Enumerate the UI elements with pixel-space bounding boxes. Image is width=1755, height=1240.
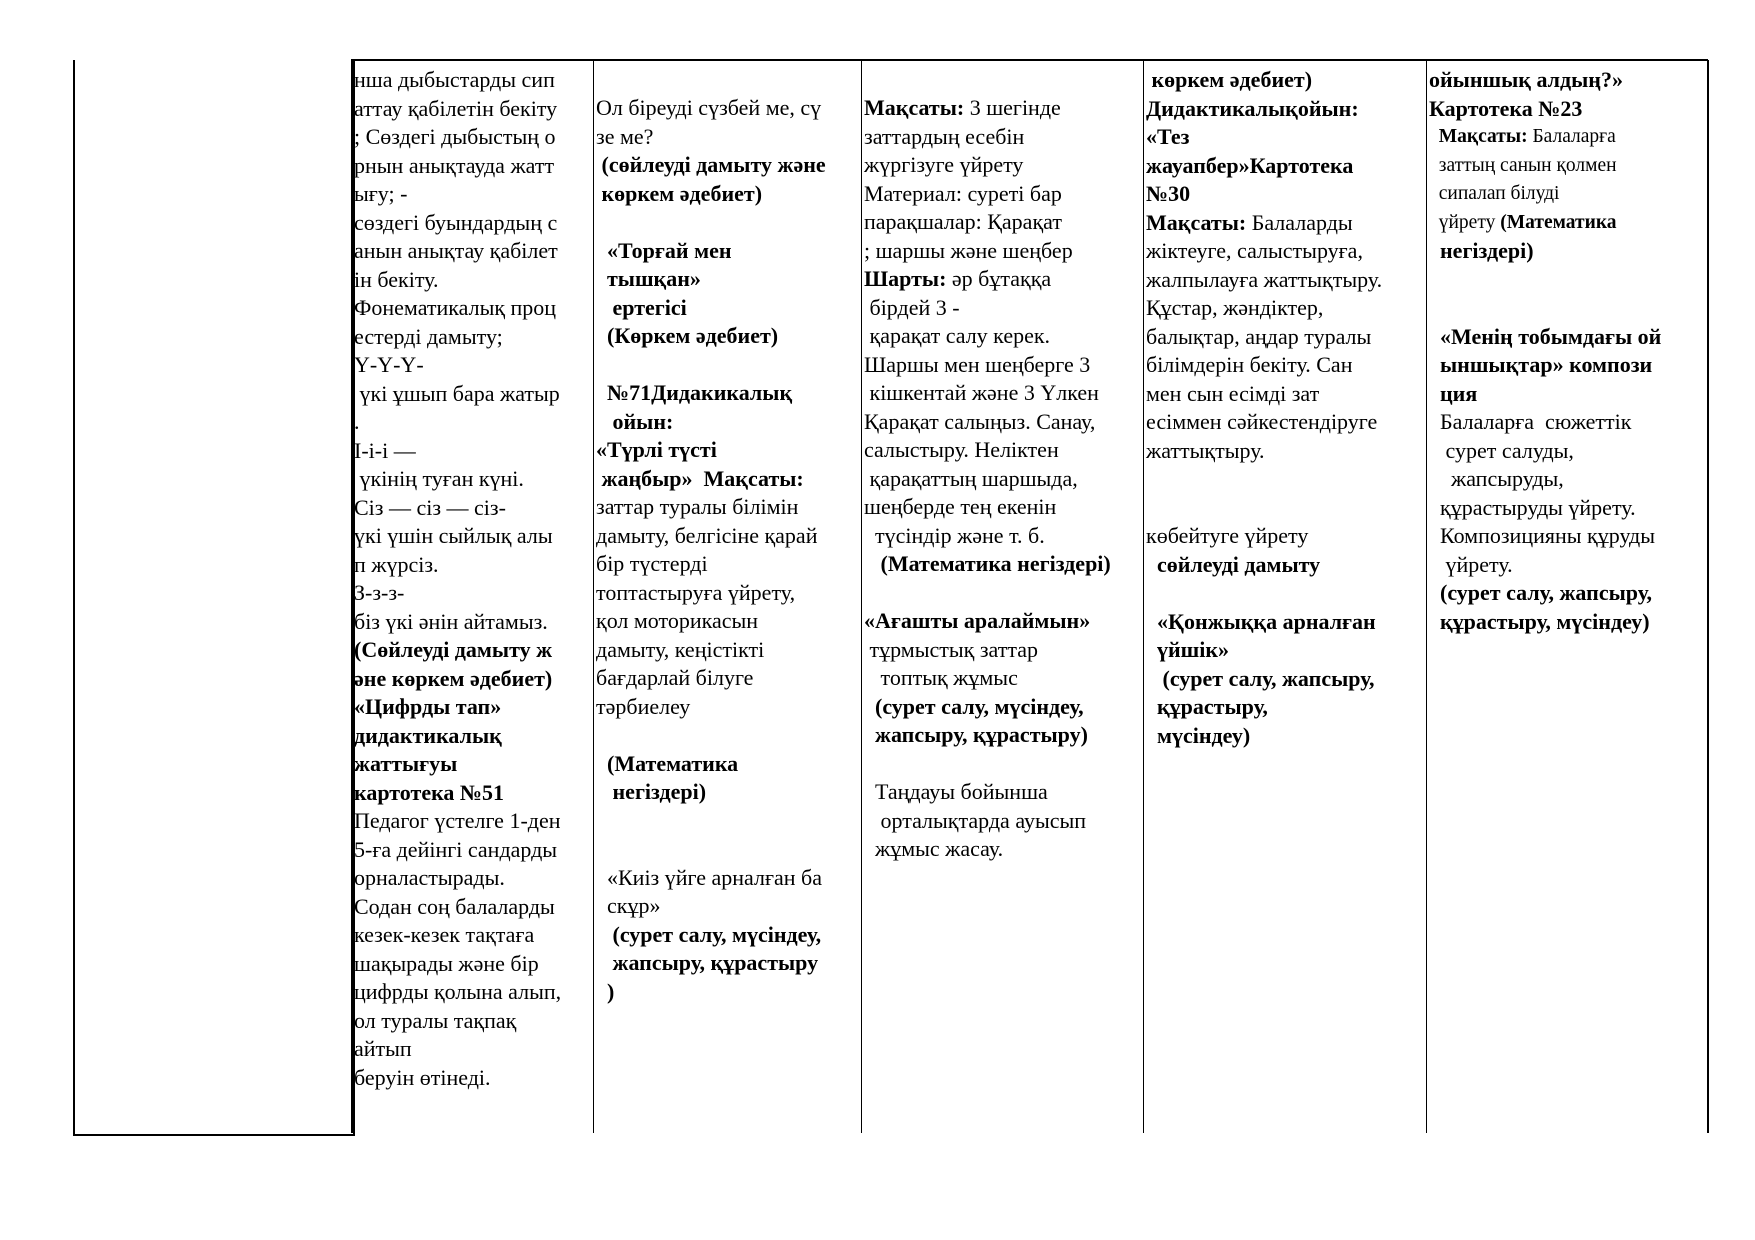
text-line: мүсіндеу) — [1146, 722, 1251, 748]
text-line: құрастыру, — [1146, 694, 1268, 719]
text-line: жауапбер»Картотека — [1146, 152, 1354, 178]
text-line: ция — [1429, 380, 1478, 406]
text-line: З-з-з- — [354, 580, 405, 605]
column-divider — [351, 60, 353, 1133]
text-line: (сөйлеуді дамыту және — [596, 152, 826, 177]
text-line: ыншықтар» компози — [1429, 352, 1653, 377]
text-line: картотека №51 — [354, 779, 505, 805]
text-line: балықтар, аңдар туралы — [1146, 323, 1372, 349]
text-line: Фонематикалық проц — [354, 295, 557, 320]
text-line: ; Сөздегі дыбыстың о — [354, 124, 556, 149]
text-line: жүргізуге үйрету — [864, 152, 1024, 177]
text-line: ) — [596, 978, 615, 1004]
text-line: қол моторикасын — [596, 608, 759, 633]
text-line: №71Дидакикалық — [596, 380, 793, 405]
text-line: «Тез — [1146, 124, 1190, 149]
text-line: парақшалар: Қарақат — [864, 209, 1062, 234]
table-first-column — [73, 60, 355, 1136]
text-line: жаттықтыру. — [1146, 437, 1265, 463]
column-divider — [1707, 60, 1709, 1133]
text-line: орталықтарда ауысып — [864, 807, 1087, 833]
text-line: (Математика негіздері) — [864, 551, 1111, 576]
text-line — [596, 807, 826, 836]
text-line: топтық жұмыс — [864, 665, 1018, 690]
text-line — [1146, 465, 1382, 494]
text-line: шеңберде тең екенін — [864, 494, 1057, 519]
text-line: мен сын есімді зат — [1146, 380, 1320, 406]
table-cell-literature — [596, 94, 826, 1006]
text-line — [596, 835, 826, 864]
text-line: І-і-і — — [354, 437, 416, 463]
text-line: ығу; - — [354, 181, 408, 206]
text-line: (Математика — [596, 750, 739, 776]
text-line: Шарты: әр бұтаққа — [864, 266, 1052, 291]
text-line: заттар туралы білімін — [596, 494, 799, 519]
text-line: үкі ұшып бара жатыр — [354, 380, 560, 406]
text-line: Шаршы мен шеңберге 3 — [864, 351, 1091, 377]
text-line: сөйлеуді дамыту — [1146, 551, 1321, 577]
text-line: сурет салуды, — [1429, 437, 1574, 463]
text-line: құрастыруды үйрету. — [1429, 494, 1636, 520]
table-cell-math — [864, 94, 1111, 864]
text-line: салыстыру. Неліктен — [864, 437, 1059, 462]
text-line: үйрету (Математика — [1429, 211, 1617, 233]
text-line: ін бекіту. — [354, 266, 439, 292]
column-divider — [593, 60, 594, 1133]
text-line: жаттығуы — [354, 751, 458, 776]
text-line: «Ағашты аралаймын» — [864, 608, 1091, 633]
text-line: Материал: суреті бар — [864, 180, 1062, 206]
table-cell-phonetics — [354, 66, 561, 1092]
text-line: Мақсаты: Балаларға — [1429, 126, 1616, 147]
text-line: Содан соң балаларды — [354, 893, 555, 919]
text-line: жіктеуге, салыстыруға, — [1146, 238, 1363, 263]
text-line: дамыту, белгісіне қарай — [596, 522, 818, 548]
text-line: Мақсаты: 3 шегінде — [864, 95, 1061, 120]
text-line: «Түрлі түсті — [596, 437, 717, 462]
text-line: топтастыруға үйрету, — [596, 579, 796, 605]
text-line: рнын анықтауда жатт — [354, 152, 555, 178]
text-line: ойын: — [596, 408, 674, 434]
text-line: (Көркем әдебиет) — [596, 323, 779, 348]
text-line: «Қонжыққа арналған — [1146, 608, 1376, 634]
text-line — [1146, 494, 1382, 523]
column-divider — [1426, 60, 1427, 1133]
text-line: тұрмыстық заттар — [864, 636, 1038, 662]
text-line: біз үкі әнін айтамыз. — [354, 608, 548, 634]
text-line: Ү-Ү-Ү- — [354, 352, 424, 377]
table-cell-didactic-game — [1146, 66, 1382, 750]
text-line: п жүрсіз. — [354, 551, 439, 577]
text-line: нша дыбыстарды сип — [354, 67, 555, 92]
text-line: заттардың есебін — [864, 123, 1025, 149]
text-line: үкі үшін сыйлық алы — [354, 523, 553, 548]
text-line: сипалап білуді — [1429, 183, 1560, 204]
text-line: жалпылауға жаттықтыру. — [1146, 266, 1383, 292]
text-line — [596, 351, 826, 380]
text-line: ; шаршы және шеңбер — [864, 237, 1073, 263]
text-line: дидактикалық — [354, 722, 502, 748]
text-line: беруін өтінеді. — [354, 1064, 491, 1090]
text-line: Құстар, жәндіктер, — [1146, 295, 1324, 320]
text-line: «Торғай мен — [596, 237, 732, 263]
text-line: сөздегі буындардың с — [354, 209, 558, 235]
text-line: (Сөйлеуді дамыту ж — [354, 637, 553, 662]
text-line: ертегісі — [596, 294, 687, 320]
text-line: бағдарлай білуге — [596, 665, 754, 690]
text-line: негіздері) — [596, 779, 707, 804]
text-line: білімдерін бекіту. Сан — [1146, 352, 1353, 377]
text-line: Балаларға сюжеттік — [1429, 409, 1632, 434]
text-line: жапсыру, құрастыру) — [864, 722, 1088, 747]
text-line — [864, 579, 1111, 608]
text-line: үйрету. — [1429, 551, 1513, 577]
text-line: зе ме? — [596, 123, 654, 149]
text-line: тышқан» — [596, 266, 701, 291]
text-line: анын анықтау қабілет — [354, 238, 558, 263]
text-line: «Киіз үйге арналған ба — [596, 864, 823, 890]
text-line: скұр» — [596, 893, 661, 918]
text-line: жаңбыр» Мақсаты: — [596, 465, 804, 491]
text-line: «Цифрды тап» — [354, 694, 502, 719]
table-cell-composition — [1429, 66, 1661, 636]
text-line: «Менің тобымдағы ой — [1429, 323, 1662, 349]
column-divider — [861, 60, 862, 1133]
text-line: қарақат салу керек. — [864, 323, 1051, 348]
text-line — [596, 721, 826, 750]
text-line: (сурет салу, мүсіндеу, — [864, 693, 1084, 719]
text-line: тәрбиелеу — [596, 693, 691, 719]
text-line: естерді дамыту; — [354, 323, 503, 349]
text-line: . — [354, 409, 360, 434]
text-line: аттау қабілетін бекіту — [354, 95, 558, 121]
text-line: жапсыруды, — [1429, 466, 1564, 491]
text-line: (сурет салу, мүсіндеу, — [596, 921, 822, 947]
table-top-border — [351, 59, 1708, 61]
text-line: Композицияны құруды — [1429, 523, 1656, 548]
text-line: жапсыру, құрастыру — [596, 950, 819, 975]
text-line: Дидактикалықойын: — [1146, 95, 1359, 121]
text-line: цифрды қолына алып, — [354, 979, 562, 1004]
text-line: әне көркем әдебиет) — [354, 665, 553, 691]
text-line: құрастыру, мүсіндеу) — [1429, 608, 1650, 634]
text-line: Ол біреуді сүзбей ме, сү — [596, 95, 822, 120]
text-line: бірдей 3 - — [864, 294, 960, 320]
text-line: бір түстерді — [596, 551, 708, 576]
text-line: есіммен сәйкестендіруге — [1146, 409, 1378, 434]
text-line: шақырады және бір — [354, 950, 539, 976]
text-line: Сіз — сіз — сіз- — [354, 494, 506, 520]
text-line: қарақаттың шаршыда, — [864, 465, 1078, 491]
text-line: кішкентай және 3 Үлкен — [864, 380, 1099, 405]
text-line: кезек-кезек тақтаға — [354, 922, 535, 947]
text-line: дамыту, кеңістікті — [596, 636, 765, 662]
text-line: негіздері) — [1429, 238, 1534, 263]
text-line — [596, 208, 826, 237]
text-line: Педагог үстелге 1-ден — [354, 808, 561, 833]
column-divider — [1143, 60, 1144, 1133]
text-line: түсіндір және т. б. — [864, 522, 1045, 548]
text-line: үйшік» — [1146, 637, 1230, 662]
text-line: жұмыс жасау. — [864, 836, 1004, 861]
text-line: №30 — [1146, 181, 1191, 206]
text-line: айтып — [354, 1036, 412, 1061]
text-line: ойыншық алдың?» — [1429, 67, 1623, 92]
text-line: Картотека №23 — [1429, 95, 1583, 121]
text-line: заттың санын қолмен — [1429, 154, 1617, 176]
text-line: орналастырады. — [354, 865, 505, 890]
text-line: көбейтуге үйрету — [1146, 523, 1309, 548]
text-line: Қарақат салыңыз. Санау, — [864, 408, 1096, 434]
text-line — [1146, 579, 1382, 608]
text-line: Мақсаты: Балаларды — [1146, 209, 1353, 235]
text-line: ол туралы тақпақ — [354, 1007, 517, 1033]
text-line — [864, 750, 1111, 779]
text-line: көркем әдебиет) — [1146, 67, 1313, 92]
text-line: (сурет салу, жапсыру, — [1429, 580, 1652, 605]
text-line: Таңдауы бойынша — [864, 779, 1048, 804]
text-line: 5-ға дейінгі сандарды — [354, 836, 558, 862]
text-line — [1429, 294, 1661, 323]
text-line: (сурет салу, жапсыру, — [1146, 665, 1375, 691]
text-line: үкінің туған күні. — [354, 466, 524, 491]
text-line — [1429, 266, 1661, 295]
text-line: көркем әдебиет) — [596, 180, 763, 206]
